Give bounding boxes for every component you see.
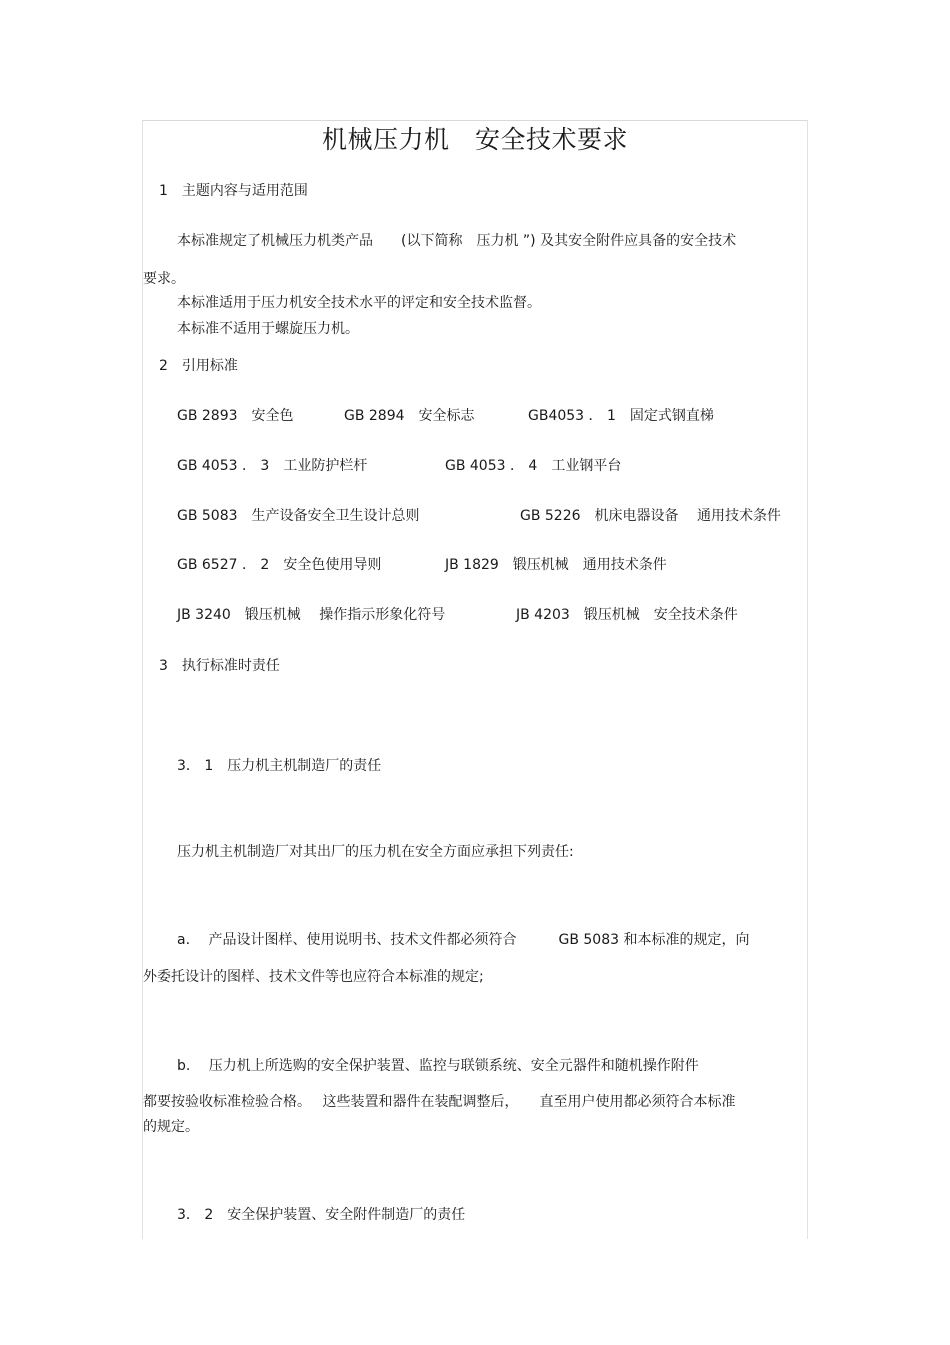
item-b-line-1: b. 压力机上所选购的安全保护装置、监控与联锁系统、安全元器件和随机操作附件	[177, 1058, 699, 1074]
document-title: 机械压力机 安全技术要求	[321, 125, 628, 154]
item-b-line-2: 都要按验收标准检验合格。 这些装置和器件在装配调整后， 直至用户使用都必须符合本标准	[143, 1094, 736, 1110]
section-2-heading: 2 引用标准	[159, 358, 238, 374]
section-1-heading: 1 主题内容与适用范围	[159, 183, 308, 199]
section-1-paragraph-1-line-1: 本标准规定了机械压力机类产品 (以下简称 压力机 ”) 及其安全附件应具备的安全技术	[177, 233, 737, 249]
reference-gb6527-2: GB 6527 ． 2 安全色使用导则	[177, 557, 382, 573]
reference-gb4053-3: GB 4053 ． 3 工业防护栏杆	[177, 458, 368, 474]
reference-gb5083: GB 5083 生产设备安全卫生设计总则	[177, 508, 420, 524]
reference-gb2893: GB 2893 安全色	[177, 408, 294, 424]
item-b-line-3: 的规定。	[143, 1119, 199, 1135]
section-1-paragraph-2: 本标准适用于压力机安全技术水平的评定和安全技术监督。	[177, 295, 541, 311]
section-1-paragraph-3: 本标准不适用于螺旋压力机。	[177, 321, 359, 337]
section-3-heading: 3 执行标准时责任	[159, 658, 280, 674]
item-a-line-1: a. 产品设计图样、使用说明书、技术文件都必须符合 GB 5083 和本标准的规定，向	[177, 932, 750, 948]
section-3-1-intro: 压力机主机制造厂对其出厂的压力机在安全方面应承担下列责任:	[177, 844, 574, 860]
reference-jb3240: JB 3240 锻压机械 操作指示形象化符号	[177, 607, 446, 623]
reference-jb1829: JB 1829 锻压机械 通用技术条件	[445, 557, 667, 573]
reference-gb2894: GB 2894 安全标志	[344, 408, 475, 424]
section-3-1-heading: 3． 1 压力机主机制造厂的责任	[177, 758, 382, 774]
reference-gb4053-1: GB4053 ． 1 固定式钢直梯	[528, 408, 714, 424]
reference-jb4203: JB 4203 锻压机械 安全技术条件	[516, 607, 738, 623]
section-1-paragraph-1-line-2: 要求。	[143, 271, 185, 287]
section-3-2-heading: 3． 2 安全保护装置、安全附件制造厂的责任	[177, 1207, 466, 1223]
reference-gb5226: GB 5226 机床电器设备 通用技术条件	[520, 508, 781, 524]
reference-gb4053-4: GB 4053 ． 4 工业钢平台	[445, 458, 622, 474]
item-a-line-2: 外委托设计的图样、技术文件等也应符合本标准的规定;	[143, 969, 484, 985]
